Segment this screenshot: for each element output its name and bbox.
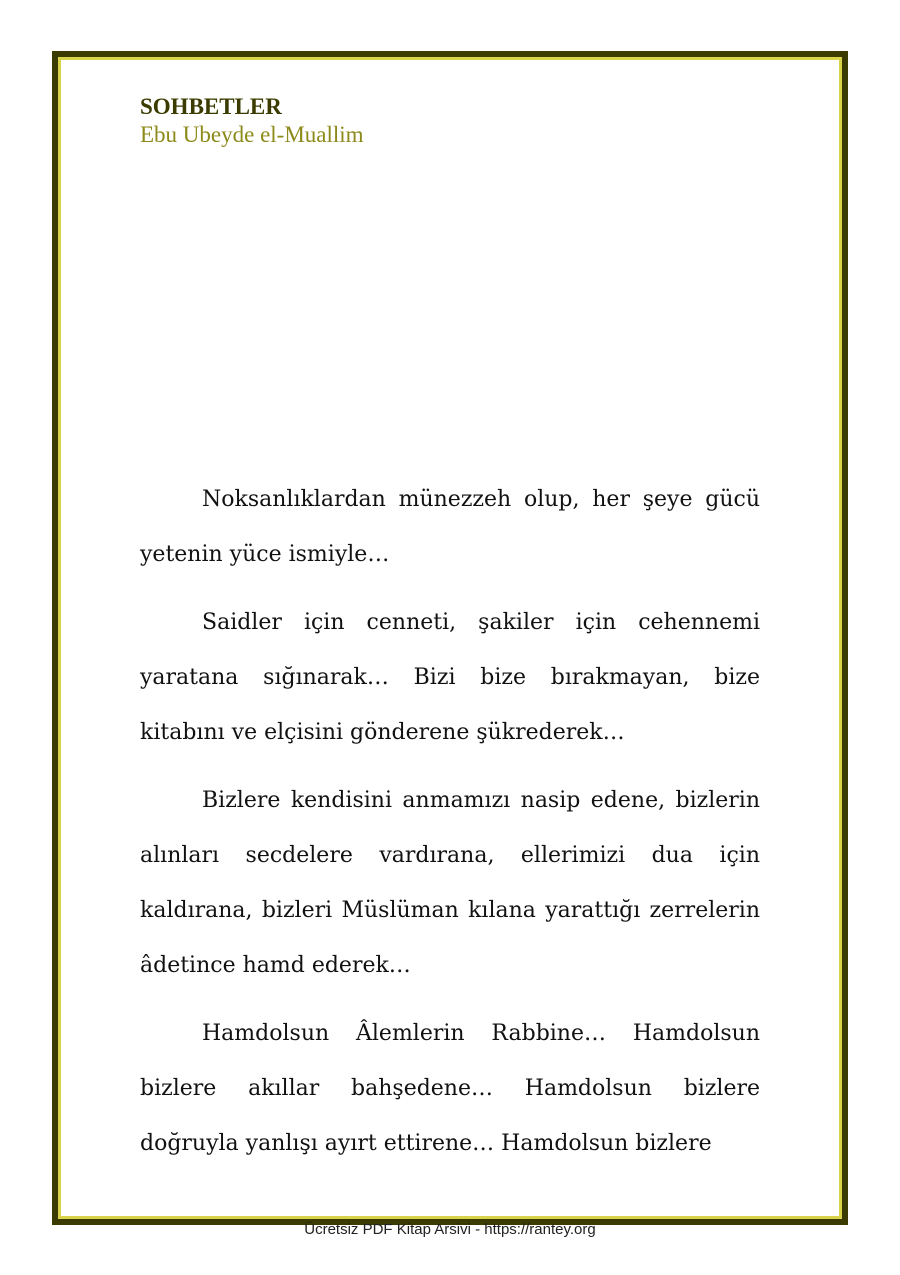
page-frame [52,51,848,1225]
book-title: SOHBETLER [140,94,282,119]
paragraph: Hamdolsun Âlemlerin Rabbine… Hamdolsun bizlere akıllar bahşedene… Hamdolsun bizlere doğruyla yanlışı ayırt ettirene… Hamdolsun bizlere [140,1021,760,1156]
paragraph: Noksanlıklardan münezzeh olup, her şeye gücü yetenin yüce ismiyle… [140,487,760,567]
book-author: Ebu Ubeyde el-Muallim [140,122,364,147]
paragraph: Saidler için cenneti, şakiler için cehennemi yaratana sığınarak… Bizi bize bırakmayan, bize kitabını ve elçisini gönderene şükrederek… [140,610,760,745]
body-text [140,472,760,1184]
paragraph: Bizlere kendisini anmamızı nasip edene, bizlerin alınları secdelere vardırana, ellerimizi dua için kaldırana, bizleri Müslüman kılana yarattığı zerrelerin âdetince hamd ederek… [140,788,760,978]
page-header [140,93,364,149]
footer-watermark: Ücretsiz PDF Kitap Arsivi - https://rantey.org [304,1221,596,1238]
